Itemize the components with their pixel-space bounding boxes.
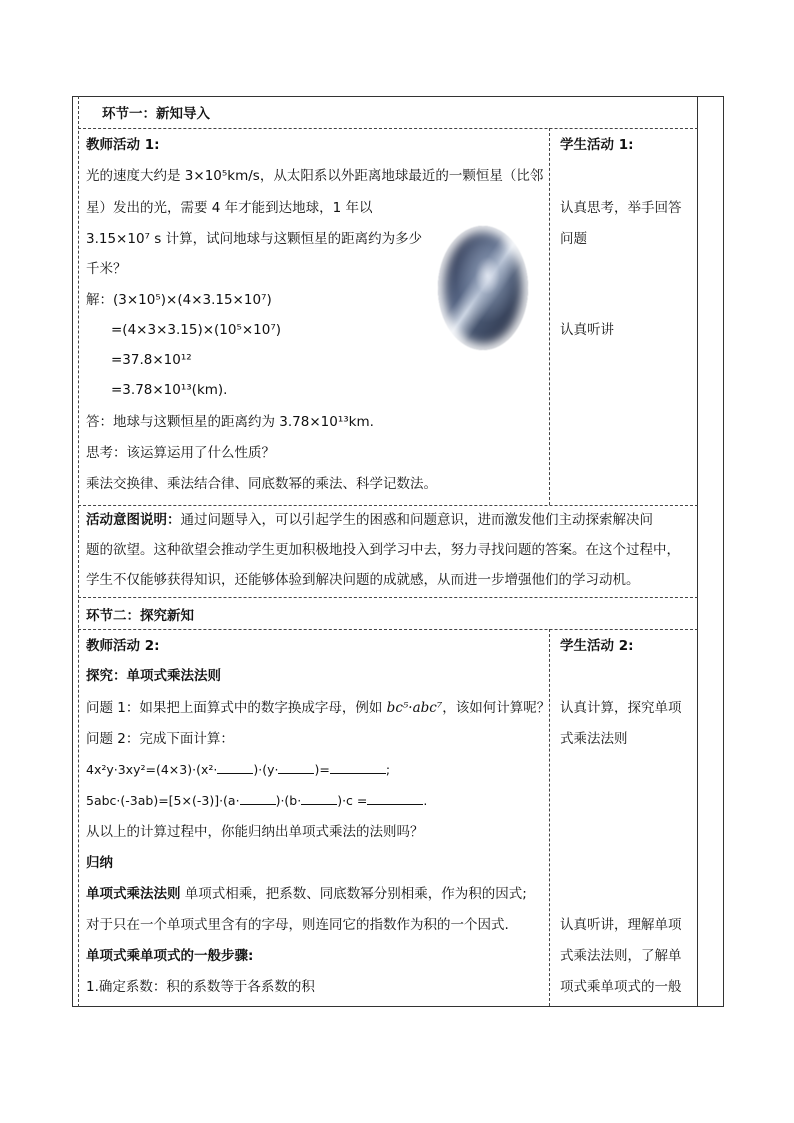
- solution-line: =3.78×10¹³(km).: [111, 382, 228, 398]
- student-activity-1-heading: 学生活动 1:: [560, 137, 634, 153]
- student-activity-2-heading: 学生活动 2:: [560, 638, 634, 654]
- problem-line: 光的速度大约是 3×10⁵km/s，从太阳系以外距离地球最近的一颗恒星（比邻: [86, 168, 544, 184]
- row-divider: [78, 597, 698, 598]
- row-divider: [78, 629, 698, 630]
- calc-2-part: )·c =: [337, 793, 368, 808]
- calc-1-part: ;: [385, 762, 391, 777]
- galaxy-image: [438, 226, 528, 350]
- rule-label: 单项式乘法法则: [86, 886, 181, 902]
- student-activity-line: 问题: [560, 231, 587, 247]
- cell-left-border: [78, 96, 79, 1007]
- student-activity-1: [560, 134, 695, 504]
- question-1-suffix: ，该如何计算呢？: [442, 700, 551, 716]
- properties-line: 乘法交换律、乘法结合律、同底数幂的乘法、科学记数法。: [86, 476, 437, 492]
- student-activity-line: 项式乘单项式的一般: [560, 979, 682, 995]
- answer-blank[interactable]: [217, 761, 253, 774]
- calc-2-part: .: [423, 793, 428, 808]
- answer-blank[interactable]: [301, 792, 337, 805]
- table-border-left: [72, 96, 73, 1007]
- section-1-heading-text: 环节一：新知导入: [102, 106, 210, 122]
- table-border-right: [723, 96, 724, 1007]
- section-2-heading: [86, 604, 194, 624]
- explore-title: 探究：单项式乘法法则: [86, 668, 221, 684]
- rule-text: 单项式相乘，把系数、同底数幂分别相乘，作为积的因式;: [180, 886, 527, 902]
- induct-label: 归纳: [86, 855, 113, 871]
- calc-line-2: [86, 791, 427, 811]
- answer-blank[interactable]: [367, 792, 423, 805]
- think-question: 思考：该运算运用了什么性质？: [86, 445, 275, 461]
- intent-label: 活动意图说明：: [86, 512, 181, 528]
- lesson-plan-table: [72, 96, 724, 1007]
- student-activity-line: 式乘法法则: [560, 731, 628, 747]
- solution-line: 解：(3×10⁵)×(4×3.15×10⁷): [86, 292, 272, 308]
- question-2: 问题 2：完成下面计算：: [86, 731, 234, 747]
- calc-1-part: )=: [314, 762, 330, 777]
- teacher-activity-1-heading: 教师活动 1:: [86, 137, 160, 153]
- problem-line: 星）发出的光，需要 4 年才能到达地球，1 年以: [86, 200, 373, 216]
- section-2-heading-text: 环节二：探究新知: [86, 608, 194, 624]
- intent-line-1: [86, 510, 653, 530]
- calc-1-part: )·(y·: [253, 762, 279, 777]
- column-divider-2: [549, 629, 550, 1006]
- row-divider: [78, 505, 698, 506]
- answer-blank[interactable]: [240, 792, 276, 805]
- intent-text: 通过问题导入，可以引起学生的困惑和问题意识，进而激发他们主动探索解决问: [180, 512, 653, 528]
- teacher-activity-2: [86, 635, 551, 1005]
- teacher-activity-2-heading: 教师活动 2:: [86, 638, 160, 654]
- student-activity-line: 认真计算，探究单项: [560, 700, 682, 716]
- student-activity-line: 式乘法法则，了解单: [560, 948, 682, 964]
- calc-2-part: 5abc·(-3ab)=[5×(-3)]·(a·: [86, 793, 240, 808]
- column-divider-1: [549, 128, 550, 505]
- calc-1-part: 4x²y·3xy²=(4×3)·(x²·: [86, 762, 218, 777]
- table-inner-right-border: [697, 96, 698, 1007]
- table-border-bottom: [72, 1006, 724, 1007]
- step-1: 1.确定系数：积的系数等于各系数的积: [86, 979, 315, 995]
- section-1-heading: [102, 102, 210, 122]
- table-border-top: [72, 96, 724, 97]
- induction-question: 从以上的计算过程中，你能归纳出单项式乘法的法则吗？: [86, 824, 424, 840]
- answer-line: 答：地球与这颗恒星的距离约为 3.78×10¹³km.: [86, 414, 374, 430]
- intent-line-2: 题的欲望。这种欲望会推动学生更加积极地投入到学习中去，努力寻找问题的答案。在这个过程中，: [86, 542, 680, 558]
- answer-blank[interactable]: [278, 761, 314, 774]
- answer-blank[interactable]: [330, 761, 386, 774]
- question-1: [86, 698, 550, 718]
- steps-heading: 单项式乘单项式的一般步骤:: [86, 948, 254, 964]
- intent-line-3: 学生不仅能够获得知识，还能够体验到解决问题的成就感，从而进一步增强他们的学习动机。: [86, 572, 640, 588]
- rule-line-2: 对于只在一个单项式里含有的字母，则连同它的指数作为积的一个因式.: [86, 917, 509, 933]
- student-activity-line: 认真思考，举手回答: [560, 200, 682, 216]
- student-activity-line: 认真听讲: [560, 322, 614, 338]
- calc-2-part: )·(b·: [275, 793, 302, 808]
- question-1-text: 问题 1：如果把上面算式中的数字换成字母，例如: [86, 700, 387, 716]
- rule-line-1: [86, 884, 527, 904]
- solution-line: =37.8×10¹²: [111, 352, 192, 368]
- student-activity-line: 认真听讲，理解单项: [560, 917, 682, 933]
- problem-line: 千米？: [86, 261, 127, 277]
- solution-line: =(4×3×3.15)×(10⁵×10⁷): [111, 322, 282, 338]
- row-divider: [78, 128, 698, 129]
- student-activity-2: [560, 635, 695, 1005]
- question-1-expression: bc⁵·abc⁷: [386, 700, 443, 716]
- problem-line: 3.15×10⁷ s 计算，试问地球与这颗恒星的距离约为多少: [86, 231, 423, 247]
- calc-line-1: [86, 760, 390, 780]
